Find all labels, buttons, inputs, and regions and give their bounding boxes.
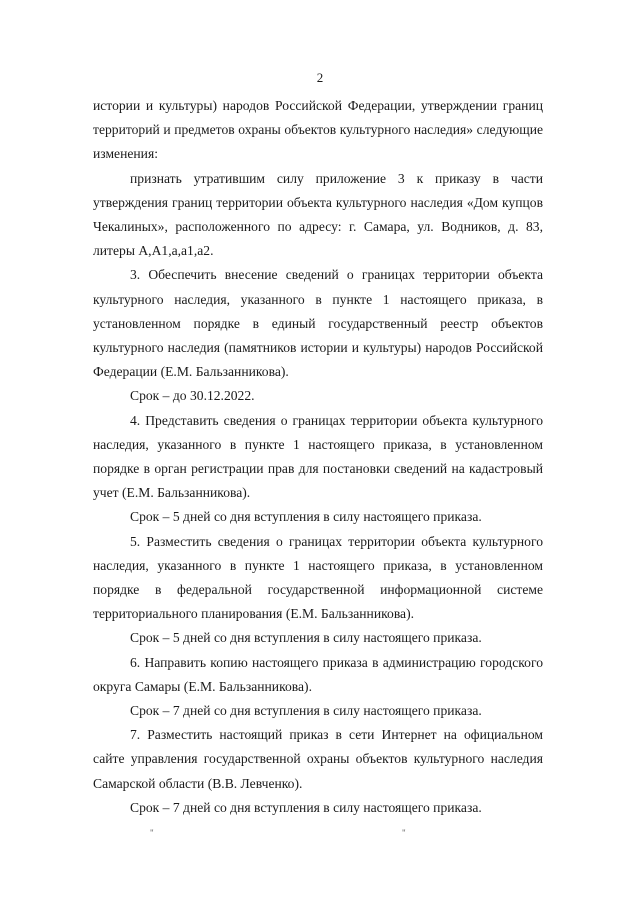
footer-mark-left: " [150, 828, 154, 838]
footer-mark-right: " [402, 828, 406, 838]
paragraph-item-7: 7. Разместить настоящий приказ в сети Интернет на официальном сайте управления государственной охраны объектов культурного наследия Самарской области (В.В. Левченко). [93, 727, 543, 791]
paragraph-item-6: 6. Направить копию настоящего приказа в администрацию городского округа Самары (Е.М. Бальзанникова). [93, 654, 543, 694]
paragraph-item-3: 3. Обеспечить внесение сведений о границах территории объекта культурного наследия, указанного в пункте 1 настоящего приказа, в установленном порядке в единый государственный реестр объектов культурного наследия (памятников истории и культуры) народов Российской Федерации (Е.М. Бальзанникова). [93, 267, 543, 380]
deadline-item-6: Срок – 7 дней со дня вступления в силу настоящего приказа. [130, 703, 482, 719]
paragraph-continuation: истории и культуры) народов Российской Федерации, утверждении границ территорий и предметов охраны объектов культурного наследия» следующие изменения: [93, 98, 543, 162]
deadline-item-4: Срок – 5 дней со дня вступления в силу настоящего приказа. [130, 509, 482, 525]
deadline-item-5: Срок – 5 дней со дня вступления в силу настоящего приказа. [130, 630, 482, 646]
page-number: 2 [316, 70, 324, 85]
deadline-item-7: Срок – 7 дней со дня вступления в силу настоящего приказа. [130, 799, 482, 815]
paragraph-item-4: 4. Представить сведения о границах территории объекта культурного наследия, указанного в пункте 1 настоящего приказа, в установленном порядке в орган регистрации прав для постановки сведений на кадастровый учет (Е.М. Бальзанникова). [93, 412, 543, 501]
paragraph-item-5: 5. Разместить сведения о границах территории объекта культурного наследия, указанного в пункте 1 настоящего приказа, в установленном порядке в федеральной государственной информационной системе территориального планирования (Е.М. Бальзанникова). [93, 533, 543, 622]
paragraph-invalidate-appendix: признать утратившим силу приложение 3 к приказу в части утверждения границ территории объекта культурного наследия «Дом купцов Чекалиных», расположенного по адресу: г. Самара, ул. Водников, д. 83, литеры А,А1,а,а1,а2. [93, 170, 543, 259]
document-body [93, 94, 543, 820]
deadline-item-3: Срок – до 30.12.2022. [130, 388, 255, 404]
